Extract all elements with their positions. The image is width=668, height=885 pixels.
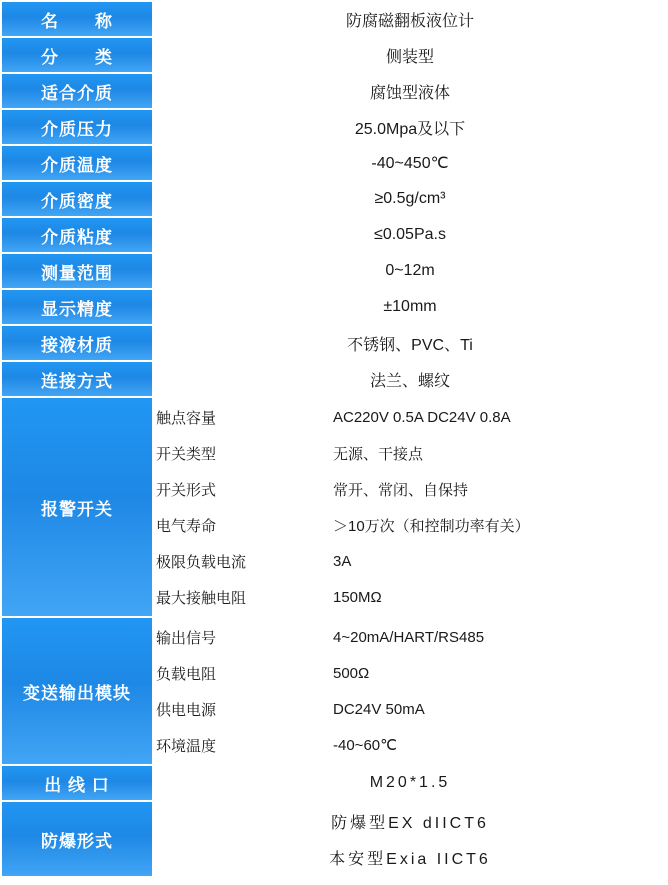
table-row (2, 38, 666, 72)
table-row-transmitter-module (2, 618, 666, 764)
alarm-switch-subtable (154, 398, 666, 616)
list-item (156, 656, 664, 690)
row-value-temperature: -40~450℃ (154, 146, 666, 180)
row-label-accuracy: 显示精度 (2, 290, 152, 324)
group-label-transmitter-module: 变送输出模块 (2, 618, 152, 764)
table-row (2, 218, 666, 252)
alarm-item-label-contact-capacity: 触点容量 (156, 400, 331, 434)
alarm-item-label-switch-form: 开关形式 (156, 472, 331, 506)
row-label-range: 测量范围 (2, 254, 152, 288)
alarm-item-value-switch-form: 常开、常闭、自保持 (333, 472, 664, 506)
list-item (156, 620, 664, 654)
alarm-item-value-contact-capacity: AC220V 0.5A DC24V 0.8A (333, 400, 664, 434)
alarm-item-value-max-contact-resistance: 150MΩ (333, 580, 664, 614)
table-row (2, 2, 666, 36)
row-value-wetted-material: 不锈钢、PVC、Ti (154, 326, 666, 360)
transmitter-item-label-load-resistance: 负载电阻 (156, 656, 331, 690)
row-label-outlet: 出 线 口 (2, 766, 152, 800)
list-item (156, 580, 664, 614)
alarm-item-value-switch-type: 无源、干接点 (333, 436, 664, 470)
list-item (156, 692, 664, 726)
table-row (2, 290, 666, 324)
row-label-viscosity: 介质粘度 (2, 218, 152, 252)
transmitter-item-label-output-signal: 输出信号 (156, 620, 331, 654)
alarm-item-label-max-contact-resistance: 最大接触电阻 (156, 580, 331, 614)
list-item (156, 840, 664, 874)
row-label-pressure: 介质压力 (2, 110, 152, 144)
row-label-connection: 连接方式 (2, 362, 152, 396)
row-label-density: 介质密度 (2, 182, 152, 216)
row-value-viscosity: ≤0.05Pa.s (154, 218, 666, 252)
list-item (156, 804, 664, 838)
table-row (2, 326, 666, 360)
group-label-alarm-switch: 报警开关 (2, 398, 152, 616)
row-value-category: 侧装型 (154, 38, 666, 72)
row-label-temperature: 介质温度 (2, 146, 152, 180)
transmitter-item-label-ambient-temperature: 环境温度 (156, 728, 331, 762)
row-value-accuracy: ±10mm (154, 290, 666, 324)
table-row-alarm-switch (2, 398, 666, 616)
transmitter-item-label-power-supply: 供电电源 (156, 692, 331, 726)
row-value-medium: 腐蚀型液体 (154, 74, 666, 108)
list-item (156, 544, 664, 578)
alarm-item-label-electrical-life: 电气寿命 (156, 508, 331, 542)
alarm-item-label-switch-type: 开关类型 (156, 436, 331, 470)
explosion-proof-value-exia-iict6: 本安型Exia IICT6 (156, 840, 664, 874)
alarm-item-value-max-load-current: 3A (333, 544, 664, 578)
row-value-range: 0~12m (154, 254, 666, 288)
list-item (156, 508, 664, 542)
table-row (2, 254, 666, 288)
row-value-name: 防腐磁翻板液位计 (154, 2, 666, 36)
table-row (2, 110, 666, 144)
row-value-pressure: 25.0Mpa及以下 (154, 110, 666, 144)
row-label-medium: 适合介质 (2, 74, 152, 108)
transmitter-item-value-output-signal: 4~20mA/HART/RS485 (333, 620, 664, 654)
alarm-item-value-electrical-life: ＞10万次（和控制功率有关） (333, 508, 664, 542)
transmitter-item-value-load-resistance: 500Ω (333, 656, 664, 690)
transmitter-module-subtable (154, 618, 666, 764)
row-value-outlet: M20*1.5 (154, 766, 666, 800)
row-label-name: 名 称 (2, 2, 152, 36)
list-item (156, 436, 664, 470)
table-row (2, 182, 666, 216)
table-row (2, 362, 666, 396)
row-value-connection: 法兰、螺纹 (154, 362, 666, 396)
transmitter-item-value-ambient-temperature: -40~60℃ (333, 728, 664, 762)
table-row (2, 74, 666, 108)
row-value-density: ≥0.5g/cm³ (154, 182, 666, 216)
list-item (156, 400, 664, 434)
list-item (156, 472, 664, 506)
list-item (156, 728, 664, 762)
row-label-category: 分 类 (2, 38, 152, 72)
group-label-explosion-proof: 防爆形式 (2, 802, 152, 876)
explosion-proof-value-ex-diict6: 防爆型EX dIICT6 (156, 804, 664, 838)
row-label-wetted-material: 接液材质 (2, 326, 152, 360)
alarm-item-label-max-load-current: 极限负载电流 (156, 544, 331, 578)
table-row-explosion-proof (2, 802, 666, 876)
explosion-proof-subtable (154, 802, 666, 876)
transmitter-item-value-power-supply: DC24V 50mA (333, 692, 664, 726)
table-row (2, 146, 666, 180)
table-row-outlet (2, 766, 666, 800)
